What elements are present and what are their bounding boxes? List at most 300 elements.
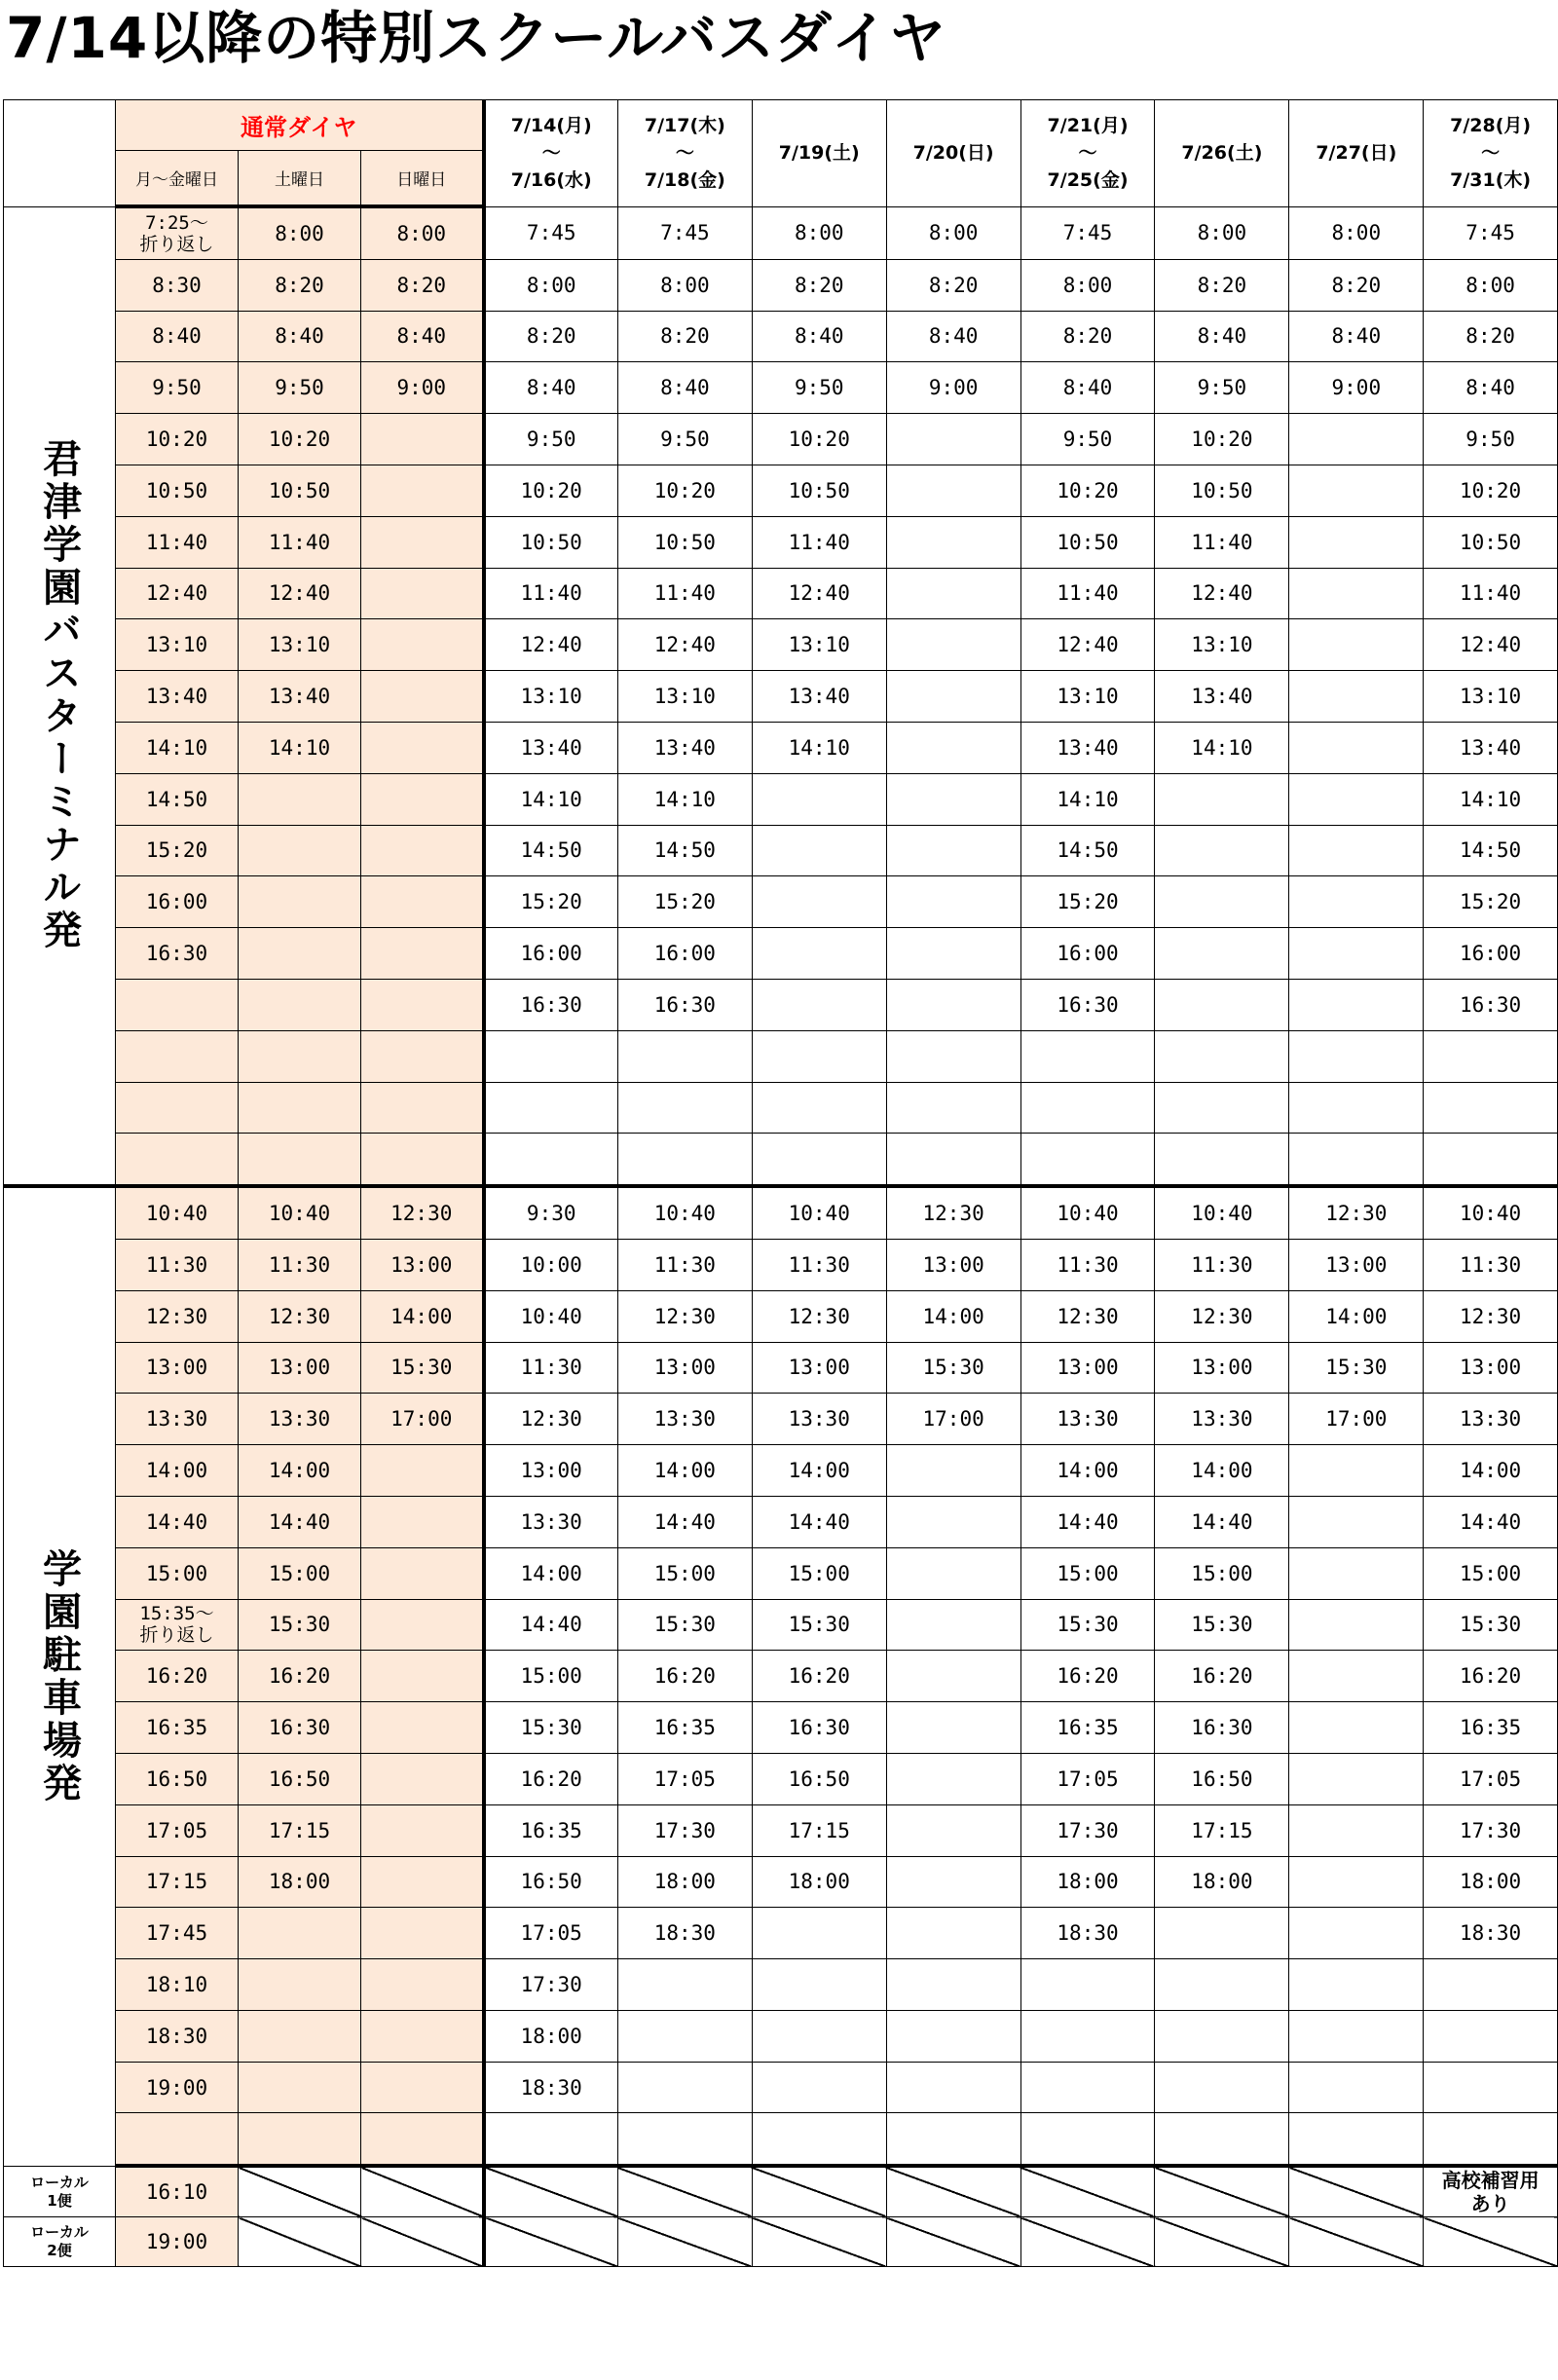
- time-cell: 7:45: [1424, 206, 1558, 259]
- time-cell: 14:10: [617, 773, 752, 825]
- time-cell: 14:40: [1155, 1496, 1289, 1547]
- time-cell: [361, 928, 484, 980]
- time-cell: 13:00: [484, 1445, 618, 1497]
- time-cell: 11:30: [752, 1239, 886, 1290]
- time-cell: 16:30: [116, 928, 239, 980]
- time-cell: [239, 2113, 361, 2166]
- crossed-cell: [239, 2217, 361, 2267]
- time-cell: 13:40: [1155, 671, 1289, 723]
- time-cell: [1289, 979, 1424, 1030]
- time-cell: 8:40: [239, 311, 361, 362]
- time-cell: 8:00: [752, 206, 886, 259]
- time-cell: [1289, 671, 1424, 723]
- time-cell: 14:40: [617, 1496, 752, 1547]
- time-cell: 8:40: [1155, 311, 1289, 362]
- time-cell: [886, 1702, 1020, 1754]
- time-cell: 10:20: [1155, 414, 1289, 465]
- time-cell: 14:00: [752, 1445, 886, 1497]
- time-cell: [617, 1030, 752, 1082]
- time-cell: 10:50: [239, 465, 361, 516]
- time-cell: [361, 979, 484, 1030]
- time-cell: 15:00: [484, 1651, 618, 1702]
- time-cell: 10:20: [239, 414, 361, 465]
- time-cell: [1155, 1082, 1289, 1134]
- time-cell: [361, 1030, 484, 1082]
- time-cell: [239, 1030, 361, 1082]
- time-cell: [752, 773, 886, 825]
- time-cell: 13:10: [484, 671, 618, 723]
- time-cell: [1289, 722, 1424, 773]
- time-cell: 13:30: [1155, 1394, 1289, 1445]
- table-row: [4, 928, 1558, 980]
- time-cell: [1289, 1804, 1424, 1856]
- period-header: [1155, 100, 1289, 207]
- time-cell: [361, 1651, 484, 1702]
- time-cell: 13:10: [239, 619, 361, 671]
- time-cell: 16:50: [116, 1753, 239, 1804]
- time-cell: 16:35: [617, 1702, 752, 1754]
- cell-line: 7/27(日): [1316, 142, 1397, 165]
- time-cell: [1289, 773, 1424, 825]
- normal-schedule-label: 通常ダイヤ: [116, 100, 484, 151]
- time-cell: [886, 619, 1020, 671]
- time-cell: 13:00: [886, 1239, 1020, 1290]
- time-cell: 12:40: [1020, 619, 1155, 671]
- time-cell: 16:50: [752, 1753, 886, 1804]
- time-cell: 14:40: [1020, 1496, 1155, 1547]
- time-cell: [361, 2010, 484, 2062]
- time-cell: 11:30: [1020, 1239, 1155, 1290]
- time-cell: 14:50: [1424, 825, 1558, 876]
- table-row: [4, 2113, 1558, 2166]
- cell-line: 7/19(土): [778, 142, 860, 165]
- section-label-text: 学園駐車場発: [36, 1547, 82, 1805]
- period-header: [1289, 100, 1424, 207]
- timetable-grid: [3, 99, 1558, 2267]
- time-cell: [1289, 619, 1424, 671]
- time-cell: 12:30: [361, 1186, 484, 1239]
- time-cell: [361, 1134, 484, 1186]
- crossed-cell: [1155, 2166, 1289, 2217]
- time-cell: 16:20: [1424, 1651, 1558, 1702]
- period-header: [617, 100, 752, 207]
- table-row: [4, 1342, 1558, 1394]
- time-cell: 15:30: [1020, 1599, 1155, 1651]
- time-cell: 10:40: [617, 1186, 752, 1239]
- time-cell: 14:40: [239, 1496, 361, 1547]
- time-cell: 8:40: [752, 311, 886, 362]
- time-cell: 10:40: [1020, 1186, 1155, 1239]
- cell-line: 15:35～: [139, 1603, 214, 1625]
- time-cell: 16:35: [484, 1804, 618, 1856]
- time-cell: 16:00: [1424, 928, 1558, 980]
- time-cell: 10:50: [1020, 516, 1155, 568]
- time-cell: [886, 1496, 1020, 1547]
- cell-line: 1便: [47, 2191, 72, 2210]
- time-cell: [617, 2010, 752, 2062]
- time-cell: 16:30: [1424, 979, 1558, 1030]
- time-cell: [1289, 1496, 1424, 1547]
- period-header: [1020, 100, 1155, 207]
- time-cell: [361, 1599, 484, 1651]
- time-cell: 15:20: [1020, 876, 1155, 928]
- time-cell: 8:00: [1289, 206, 1424, 259]
- time-cell: [1155, 1959, 1289, 2011]
- time-cell: [1424, 1959, 1558, 2011]
- time-cell: 15:00: [1020, 1547, 1155, 1599]
- time-cell: 10:50: [116, 465, 239, 516]
- time-cell: 14:00: [239, 1445, 361, 1497]
- time-cell: [752, 979, 886, 1030]
- time-cell: [1155, 1908, 1289, 1959]
- table-row: [4, 206, 1558, 259]
- time-cell: 8:00: [1020, 259, 1155, 311]
- time-cell: [752, 2010, 886, 2062]
- time-cell: 15:00: [1424, 1547, 1558, 1599]
- cell-line: 7/28(月): [1450, 115, 1532, 137]
- crossed-cell: [617, 2166, 752, 2217]
- crossed-cell: [1020, 2217, 1155, 2267]
- time-cell: 19:00: [116, 2062, 239, 2113]
- time-cell: 13:40: [484, 722, 618, 773]
- time-cell: 16:00: [617, 928, 752, 980]
- table-row: [4, 1134, 1558, 1186]
- time-cell: 14:40: [484, 1599, 618, 1651]
- time-cell: [361, 1959, 484, 2011]
- time-cell: [361, 414, 484, 465]
- time-cell: 14:00: [361, 1290, 484, 1342]
- time-cell: 12:40: [617, 619, 752, 671]
- time-cell: [1155, 1030, 1289, 1082]
- table-row: [4, 1547, 1558, 1599]
- time-cell: [1155, 2062, 1289, 2113]
- time-cell: 18:00: [484, 2010, 618, 2062]
- time-cell: [886, 1030, 1020, 1082]
- table-row: [4, 362, 1558, 414]
- time-cell: 17:15: [752, 1804, 886, 1856]
- table-row: [4, 1496, 1558, 1547]
- time-cell: 12:30: [1424, 1290, 1558, 1342]
- time-cell: 14:50: [116, 773, 239, 825]
- time-cell: 14:00: [1020, 1445, 1155, 1497]
- time-cell: [752, 825, 886, 876]
- time-cell: 16:30: [484, 979, 618, 1030]
- time-cell: 16:50: [239, 1753, 361, 1804]
- time-cell: 18:30: [617, 1908, 752, 1959]
- time-cell: [886, 825, 1020, 876]
- table-row: [4, 1394, 1558, 1445]
- time-cell: 18:00: [1020, 1856, 1155, 1908]
- time-cell: [361, 1804, 484, 1856]
- cell-line: 7/26(土): [1181, 142, 1263, 165]
- time-cell: [116, 1082, 239, 1134]
- time-cell: 12:30: [617, 1290, 752, 1342]
- time-cell: 14:10: [484, 773, 618, 825]
- time-cell: [1424, 2010, 1558, 2062]
- time-cell: 17:15: [1155, 1804, 1289, 1856]
- time-cell: 13:00: [1289, 1239, 1424, 1290]
- cell-line: 7/31(木): [1450, 169, 1532, 192]
- table-row: [4, 825, 1558, 876]
- time-cell: [1289, 1547, 1424, 1599]
- table-row: [4, 1082, 1558, 1134]
- time-cell: 17:00: [1289, 1394, 1424, 1445]
- time-cell: 13:40: [1424, 722, 1558, 773]
- time-cell: [752, 2113, 886, 2166]
- time-cell: 17:30: [617, 1804, 752, 1856]
- time-cell: [116, 979, 239, 1030]
- time-cell: [617, 1959, 752, 2011]
- table-row: [4, 568, 1558, 619]
- crossed-cell: [361, 2217, 484, 2267]
- time-cell: [886, 1651, 1020, 1702]
- table-row: [4, 311, 1558, 362]
- time-cell: 9:50: [1424, 414, 1558, 465]
- time-cell: 8:20: [1155, 259, 1289, 311]
- table-row: [4, 1239, 1558, 1290]
- time-cell: [617, 1134, 752, 1186]
- time-cell: [1289, 2062, 1424, 2113]
- time-cell: 13:00: [752, 1342, 886, 1394]
- time-cell: [116, 1134, 239, 1186]
- crossed-cell: [239, 2166, 361, 2217]
- time-cell: 12:40: [239, 568, 361, 619]
- time-cell: 11:40: [1020, 568, 1155, 619]
- time-cell: 13:30: [1424, 1394, 1558, 1445]
- time-cell: [1155, 1134, 1289, 1186]
- time-cell: 16:35: [1020, 1702, 1155, 1754]
- time-cell: 15:30: [1289, 1342, 1424, 1394]
- time-cell: [1155, 2010, 1289, 2062]
- table-row: [4, 259, 1558, 311]
- time-cell: [1155, 979, 1289, 1030]
- table-row: [4, 516, 1558, 568]
- time-cell: 10:40: [1155, 1186, 1289, 1239]
- time-cell: [886, 1547, 1020, 1599]
- time-cell: [1020, 1082, 1155, 1134]
- time-cell: [1155, 928, 1289, 980]
- normal-day-header: 日曜日: [361, 151, 484, 207]
- time-cell: 16:20: [116, 1651, 239, 1702]
- time-cell: [886, 1753, 1020, 1804]
- time-cell: 18:30: [1424, 1908, 1558, 1959]
- cell-line: 7:25～: [145, 211, 208, 234]
- time-cell: 11:30: [617, 1239, 752, 1290]
- time-cell: 7:45: [484, 206, 618, 259]
- time-cell: 15:00: [752, 1547, 886, 1599]
- cell-line: 7/17(木): [644, 115, 725, 137]
- time-cell: [484, 1082, 618, 1134]
- table-row: [4, 876, 1558, 928]
- time-cell: [752, 1908, 886, 1959]
- time-cell: 8:00: [617, 259, 752, 311]
- time-cell: 16:50: [484, 1856, 618, 1908]
- time-cell: [1155, 825, 1289, 876]
- table-row: [4, 1651, 1558, 1702]
- time-cell: 16:00: [116, 876, 239, 928]
- time-cell: 8:20: [1289, 259, 1424, 311]
- crossed-cell: [1424, 2217, 1558, 2267]
- time-cell: 12:40: [1155, 568, 1289, 619]
- corner-cell: [4, 100, 116, 207]
- table-row: [4, 722, 1558, 773]
- time-cell: [361, 1445, 484, 1497]
- time-cell: [1289, 1445, 1424, 1497]
- table-row: [4, 1445, 1558, 1497]
- time-cell: 16:00: [1020, 928, 1155, 980]
- time-cell: 8:40: [617, 362, 752, 414]
- time-cell: [361, 516, 484, 568]
- time-cell: 8:20: [361, 259, 484, 311]
- time-cell: 14:00: [1289, 1290, 1424, 1342]
- time-cell: [886, 2113, 1020, 2166]
- time-cell: 12:30: [886, 1186, 1020, 1239]
- time-cell: 11:30: [116, 1239, 239, 1290]
- time-cell: 14:10: [1020, 773, 1155, 825]
- time-cell: [361, 2062, 484, 2113]
- time-cell: 14:50: [1020, 825, 1155, 876]
- time-cell: [1289, 2010, 1424, 2062]
- time-cell: 13:00: [116, 1342, 239, 1394]
- time-cell: [116, 1599, 239, 1651]
- time-cell: 14:00: [886, 1290, 1020, 1342]
- time-cell: [1020, 2010, 1155, 2062]
- time-cell: [484, 2113, 618, 2166]
- time-cell: 8:00: [361, 206, 484, 259]
- time-cell: 15:30: [1155, 1599, 1289, 1651]
- cell-line: 7/21(月): [1047, 115, 1129, 137]
- time-cell: [886, 568, 1020, 619]
- time-cell: 12:40: [116, 568, 239, 619]
- table-row: [4, 773, 1558, 825]
- time-cell: 16:00: [484, 928, 618, 980]
- crossed-cell: [886, 2166, 1020, 2217]
- time-cell: 10:50: [617, 516, 752, 568]
- time-cell: 14:50: [484, 825, 618, 876]
- time-cell: 11:40: [752, 516, 886, 568]
- time-cell: 13:40: [116, 671, 239, 723]
- crossed-cell: [1155, 2217, 1289, 2267]
- local-label: [4, 2217, 116, 2267]
- time-cell: 9:50: [239, 362, 361, 414]
- time-cell: 8:20: [1424, 311, 1558, 362]
- table-row: [4, 465, 1558, 516]
- time-cell: 15:30: [617, 1599, 752, 1651]
- time-cell: [1289, 825, 1424, 876]
- time-cell: [361, 722, 484, 773]
- time-cell: 13:00: [361, 1239, 484, 1290]
- time-cell: [1289, 465, 1424, 516]
- cell-line: 7/16(水): [510, 169, 592, 192]
- time-cell: [752, 2062, 886, 2113]
- time-cell: 17:15: [239, 1804, 361, 1856]
- table-row: [4, 1030, 1558, 1082]
- time-cell: [886, 1959, 1020, 2011]
- time-cell: 15:00: [116, 1547, 239, 1599]
- time-cell: 12:30: [1020, 1290, 1155, 1342]
- time-cell: [1020, 1030, 1155, 1082]
- time-cell: 14:40: [116, 1496, 239, 1547]
- time-cell: [1424, 2062, 1558, 2113]
- cell-line: 2便: [47, 2242, 72, 2260]
- time-cell: 10:00: [484, 1239, 618, 1290]
- time-cell: 13:00: [1424, 1342, 1558, 1394]
- time-cell: 10:50: [1155, 465, 1289, 516]
- time-cell: 8:00: [1155, 206, 1289, 259]
- cell-line: あり: [1470, 2192, 1510, 2216]
- time-cell: [886, 1599, 1020, 1651]
- time-cell: [886, 1134, 1020, 1186]
- time-cell: 11:40: [116, 516, 239, 568]
- time-cell: [484, 1030, 618, 1082]
- time-cell: 7:45: [617, 206, 752, 259]
- cell-line: 7/14(月): [510, 115, 592, 137]
- time-cell: 12:30: [1155, 1290, 1289, 1342]
- time-cell: [361, 1753, 484, 1804]
- time-cell: 18:00: [1424, 1856, 1558, 1908]
- time-cell: 11:30: [1155, 1239, 1289, 1290]
- time-cell: [886, 928, 1020, 980]
- time-cell: 10:20: [1020, 465, 1155, 516]
- time-cell: 9:30: [484, 1186, 618, 1239]
- time-cell: 13:10: [116, 619, 239, 671]
- crossed-cell: [886, 2217, 1020, 2267]
- time-cell: 8:40: [484, 362, 618, 414]
- time-cell: 13:30: [484, 1496, 618, 1547]
- table-row: [4, 1702, 1558, 1754]
- time-cell: 10:40: [239, 1186, 361, 1239]
- section-label: [4, 206, 116, 1186]
- time-cell: 15:00: [239, 1547, 361, 1599]
- time-cell: [1289, 414, 1424, 465]
- time-cell: 15:30: [1424, 1599, 1558, 1651]
- time-cell: 13:40: [752, 671, 886, 723]
- time-cell: [239, 1959, 361, 2011]
- time-cell: [886, 2062, 1020, 2113]
- time-cell: 11:40: [239, 516, 361, 568]
- time-cell: [361, 773, 484, 825]
- time-cell: [239, 1134, 361, 1186]
- time-cell: 8:20: [886, 259, 1020, 311]
- time-cell: 13:40: [239, 671, 361, 723]
- time-cell: 10:40: [752, 1186, 886, 1239]
- time-cell: [361, 619, 484, 671]
- time-cell: 15:30: [484, 1702, 618, 1754]
- time-cell: [361, 568, 484, 619]
- time-cell: [617, 2113, 752, 2166]
- time-cell: [239, 2062, 361, 2113]
- table-row: [4, 1599, 1558, 1651]
- table-row: [4, 619, 1558, 671]
- time-cell: 8:20: [239, 259, 361, 311]
- time-cell: 13:00: [1020, 1342, 1155, 1394]
- time-cell: [1155, 773, 1289, 825]
- time-cell: 14:10: [116, 722, 239, 773]
- time-cell: 10:50: [484, 516, 618, 568]
- time-cell: [1020, 2113, 1155, 2166]
- time-cell: 16:35: [116, 1702, 239, 1754]
- time-cell: 10:20: [1424, 465, 1558, 516]
- time-cell: [752, 1959, 886, 2011]
- time-cell: 14:50: [617, 825, 752, 876]
- time-cell: 17:15: [116, 1856, 239, 1908]
- time-cell: 8:20: [752, 259, 886, 311]
- time-cell: 8:40: [1289, 311, 1424, 362]
- time-cell: [239, 928, 361, 980]
- time-cell: [886, 1908, 1020, 1959]
- time-cell: [886, 516, 1020, 568]
- time-cell: [752, 1030, 886, 1082]
